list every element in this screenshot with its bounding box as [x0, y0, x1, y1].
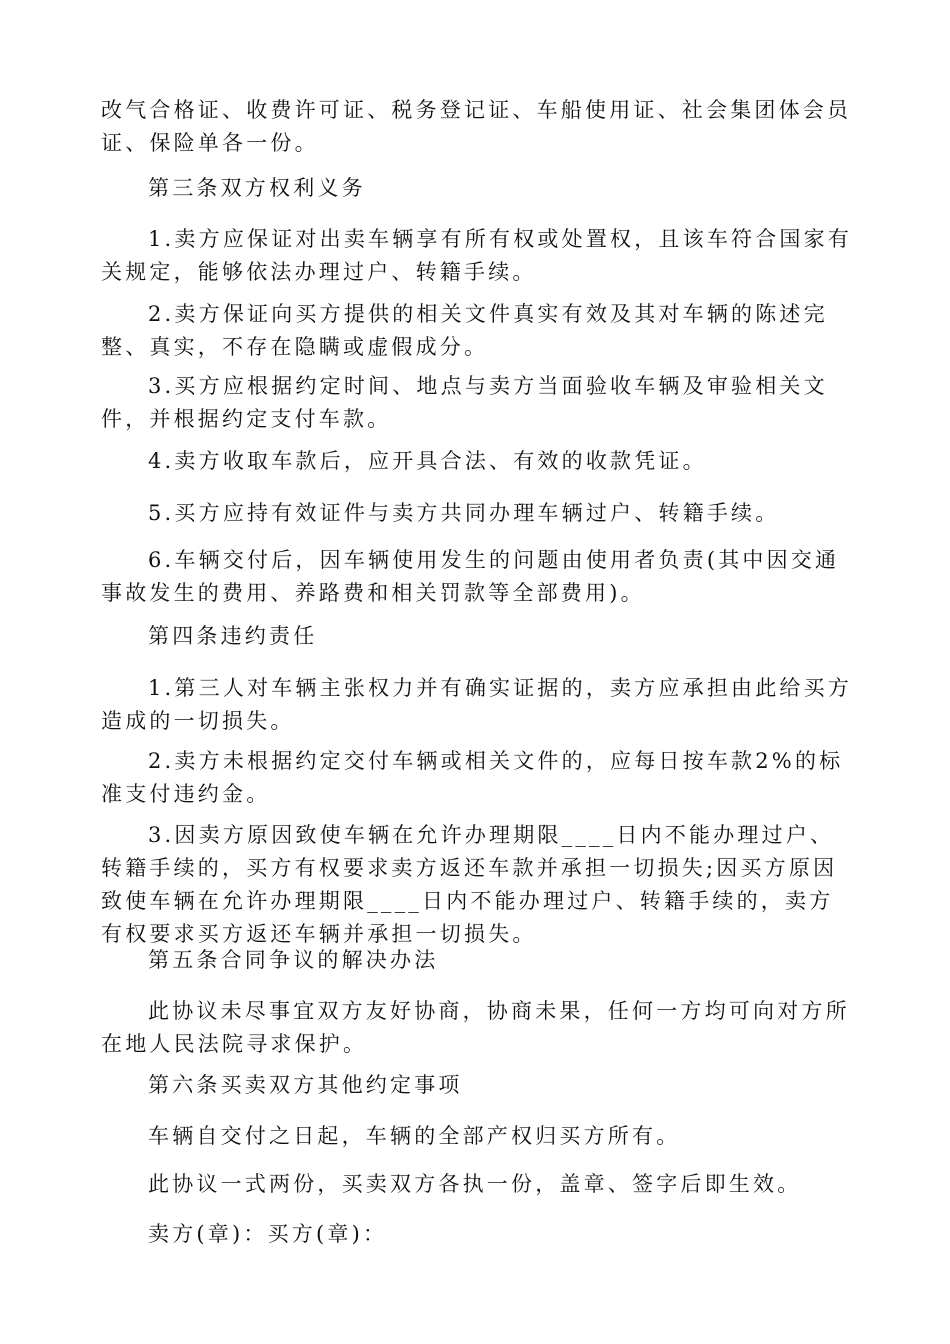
heading-article-4: 第四条违约责任 — [148, 624, 318, 648]
paragraph-article-5-content: 此协议未尽事宜双方友好协商，协商未果，任何一方均可向对方所在地人民法院寻求保护。 — [101, 999, 850, 1056]
heading-article-5: 第五条合同争议的解决办法 — [148, 948, 439, 972]
paragraph-article-3-item-1: 1.卖方应保证对出卖车辆享有所有权或处置权，且该车符合国家有关规定，能够依法办理过户、转籍手续。 — [101, 227, 853, 284]
signature-line: 卖方(章)：买方(章)： — [148, 1222, 388, 1246]
paragraph-article-4-item-1: 1.第三人对车辆主张权力并有确实证据的，卖方应承担由此给买方造成的一切损失。 — [101, 676, 853, 733]
paragraph-article-6-content: 车辆自交付之日起，车辆的全部产权归买方所有。 — [148, 1124, 681, 1148]
paragraph-article-3-item-3: 3.买方应根据约定时间、地点与卖方当面验收车辆及审验相关文件，并根据约定支付车款。 — [101, 374, 828, 431]
paragraph-article-3-item-4: 4.卖方收取车款后，应开具合法、有效的收款凭证。 — [148, 449, 707, 473]
paragraph-article-4-item-2: 2.卖方未根据约定交付车辆或相关文件的，应每日按车款2%的标准支付违约金。 — [101, 749, 844, 806]
paragraph-article-4-item-3: 3.因卖方原因致使车辆在允许办理期限____日内不能办理过户、转籍手续的，买方有权要求卖方返还车款并承担一切损失;因买方原因致使车辆在允许办理期限____日内不能办理过户、转籍手续的，卖方有权要求买方返还车辆并承担一切损失。 — [101, 823, 838, 946]
heading-article-6: 第六条买卖双方其他约定事项 — [148, 1073, 463, 1097]
paragraph-article-3-item-2: 2.卖方保证向买方提供的相关文件真实有效及其对车辆的陈述完整、真实，不存在隐瞒或虚假成分。 — [101, 302, 828, 359]
paragraph-agreement-copies: 此协议一式两份，买卖双方各执一份，盖章、签字后即生效。 — [148, 1172, 802, 1196]
paragraph-article-3-item-6: 6.车辆交付后，因车辆使用发生的问题由使用者负责(其中因交通事故发生的费用、养路费和相关罚款等全部费用)。 — [101, 548, 840, 605]
heading-article-3: 第三条双方权利义务 — [148, 176, 366, 200]
paragraph-certificates-continued: 改气合格证、收费许可证、税务登记证、车船使用证、社会集团体会员证、保险单各一份。 — [101, 98, 852, 155]
paragraph-article-3-item-5: 5.买方应持有效证件与卖方共同办理车辆过户、转籍手续。 — [148, 501, 780, 525]
